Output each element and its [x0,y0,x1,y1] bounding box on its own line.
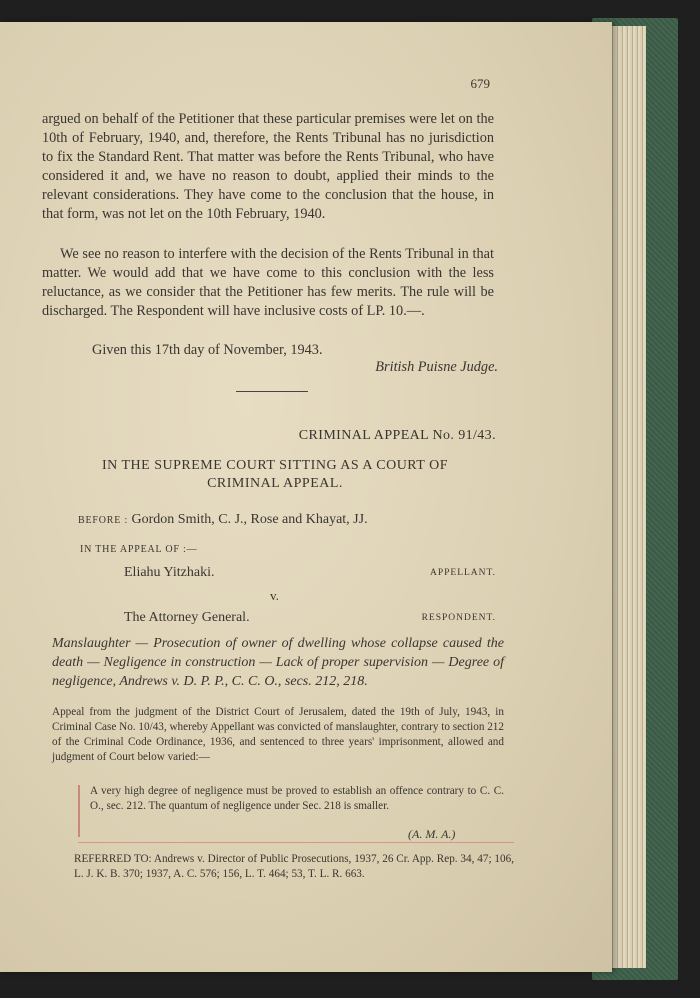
judges-names: Gordon Smith, C. J., Rose and Khayat, JJ. [131,512,368,527]
date-given: Given this 17th day of November, 1943. [92,342,323,358]
underline-mark [78,842,514,843]
appellant-role: APPELLANT. [429,568,496,578]
court-heading [60,457,490,493]
appellant-name: Eliahu Yitzhaki. [124,565,215,580]
paragraph-text: argued on behalf of the Petitioner that these particular premises were let on the 10th of February, 1940, and, therefore, the Rents Tribunal has no jurisdiction to fix the Standard Rent. That matter was before the Rents Tribunal, who have considered it and, we have no reason to doubt, applied their minds to the relevant considerations. They have come to the conclusion that the house, in that form, was not let on the 10th February, 1940. [42,111,494,222]
reporter-initials: (A. M. A.) [408,827,456,841]
bench [78,512,368,528]
headnote: Appeal from the judgment of the District Court of Jerusalem, dated the 19th of July, 1943, in Criminal Case No. 10/43, whereby Appellant was convicted of manslaughter, contrary to section 212 of the Criminal Code Ordinance, 1936, and sentenced to three years' imprisonment, allowed and judgment of Court below varied:— [52,706,504,763]
margin-mark [78,785,80,837]
paragraph-text: We see no reason to interfere with the decision of the Rents Tribunal in that matter. We would add that we have come to this conclusion with the less reluctance, as we consider that the Petitioner has few merits. The rule will be discharged. The Respondent will have inclusive costs of LP. 10.—. [42,246,494,319]
respondent-name: The Attorney General. [124,610,250,625]
referred-to: REFERRED TO: Andrews v. Director of Public Prosecutions, 1937, 26 Cr. App. Rep. 34, 47; 106, L. J. K. B. 370; 1937, A. C. 576; 156, L. T. 464; 53, T. L. R. 663. [74,853,514,880]
judgment-paragraph-1 [42,110,494,224]
judgment-paragraph-2 [42,245,494,321]
section-divider [236,391,308,392]
court-line-1: IN THE SUPREME COURT SITTING AS A COURT OF [101,458,449,473]
case-title: CRIMINAL APPEAL No. 91/43. [298,428,496,443]
appeal-of-label: IN THE APPEAL OF :— [80,544,198,555]
versus: v. [270,588,279,603]
court-line-2: CRIMINAL APPEAL. [207,476,343,491]
judge-signature: British Puisne Judge. [375,359,498,375]
page-number: 679 [470,76,490,91]
holding: A very high degree of negligence must be proved to establish an offence contrary to C. C. O., sec. 212. The quantum of negligence under Sec. 218 is smaller. [90,785,504,812]
catchwords: Manslaughter — Prosecution of owner of dwelling whose collapse caused the death — Negligence in construction — Lack of proper supervision — Degree of negligence, Andrews v. D. P. P., C. C. O., secs. 212, 218. [52,636,504,689]
respondent-role: RESPONDENT. [421,613,496,623]
document-page [0,22,612,972]
before-label: BEFORE : [78,515,129,526]
